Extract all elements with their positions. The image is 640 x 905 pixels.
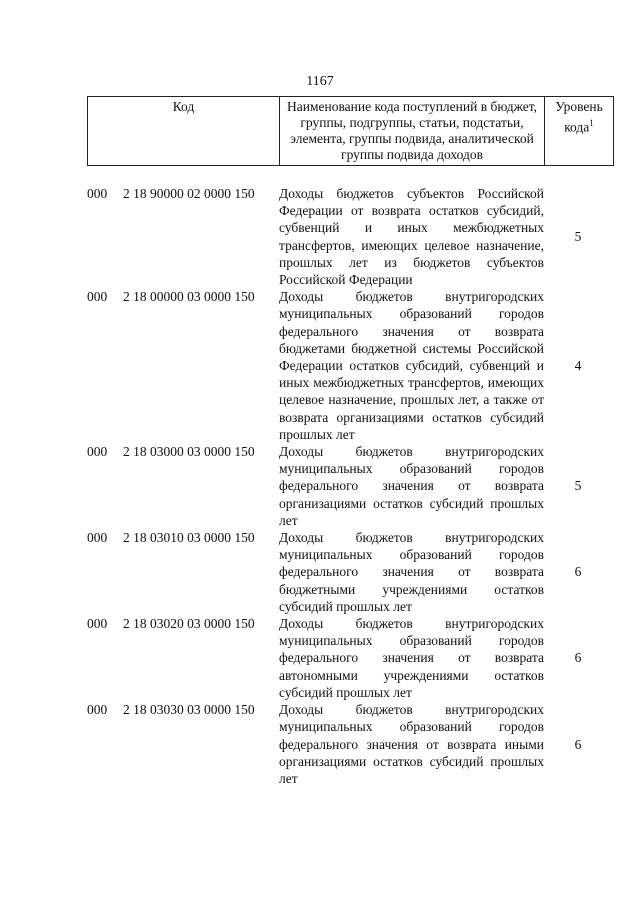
admin-code: 000	[87, 702, 108, 718]
code-level: 6	[574, 736, 582, 752]
income-name: Доходы бюджетов внутригородских муниципальных образований городов федерального значения от возврата иными организациями остатков субсидий прошлых лет	[279, 702, 544, 786]
income-code: 2 18 03020 03 0000 150	[123, 616, 255, 632]
admin-code: 000	[87, 616, 108, 632]
header-code: Код	[88, 97, 280, 165]
table-row	[87, 615, 612, 701]
table-body	[87, 185, 612, 787]
table-row	[87, 443, 612, 529]
income-code: 2 18 90000 02 0000 150	[123, 186, 255, 201]
admin-code: 000	[87, 186, 108, 201]
income-name: Доходы бюджетов внутригородских муниципальных образований городов федерального значения от возврата бюджетами бюджетной системы Российской Федерации остатков субсидий, субвенций и иных межбюджетных трансфертов, имеющих целевое назначение, прошлых лет, а также от возврата организациями остатков субсидий прошлых лет	[279, 289, 544, 442]
header-level-footnote: 1	[589, 118, 594, 128]
code-level: 5	[574, 478, 582, 494]
income-name: Доходы бюджетов внутригородских муниципальных образований городов федерального значения от возврата бюджетными учреждениями остатков субсидий прошлых лет	[279, 530, 544, 614]
income-code: 2 18 00000 03 0000 150	[123, 289, 255, 305]
income-code: 2 18 03000 03 0000 150	[123, 444, 255, 460]
page-number: 1167	[306, 74, 334, 89]
income-name: Доходы бюджетов субъектов Российской Федерации от возврата остатков субсидий, субвенций и иных межбюджетных трансфертов, имеющих целевое назначение, прошлых лет из бюджетов субъектов Российской Федерации	[279, 186, 544, 288]
table-row	[87, 288, 612, 443]
table-row	[87, 701, 612, 787]
income-name: Доходы бюджетов внутригородских муниципальных образований городов федерального значения от возврата организациями остатков субсидий прошлых лет	[279, 444, 544, 528]
code-level: 6	[574, 650, 582, 666]
income-code: 2 18 03030 03 0000 150	[123, 702, 255, 718]
table-header	[87, 96, 614, 166]
admin-code: 000	[87, 289, 108, 305]
code-level: 5	[574, 229, 582, 244]
income-name: Доходы бюджетов внутригородских муниципальных образований городов федерального значения от возврата автономными учреждениями остатков субсидий прошлых лет	[279, 616, 544, 700]
header-level-label: Уровень кода	[555, 99, 603, 135]
code-level: 4	[574, 358, 582, 374]
admin-code: 000	[87, 444, 108, 460]
table-row	[87, 185, 612, 288]
code-level: 6	[574, 564, 582, 580]
header-level	[545, 97, 613, 165]
admin-code: 000	[87, 530, 108, 546]
table-row	[87, 529, 612, 615]
income-code: 2 18 03010 03 0000 150	[123, 530, 255, 546]
header-name: Наименование кода поступлений в бюджет, группы, подгруппы, статьи, подстатьи, элемента, группы подвида, аналитической группы подвида доходов	[280, 97, 545, 165]
